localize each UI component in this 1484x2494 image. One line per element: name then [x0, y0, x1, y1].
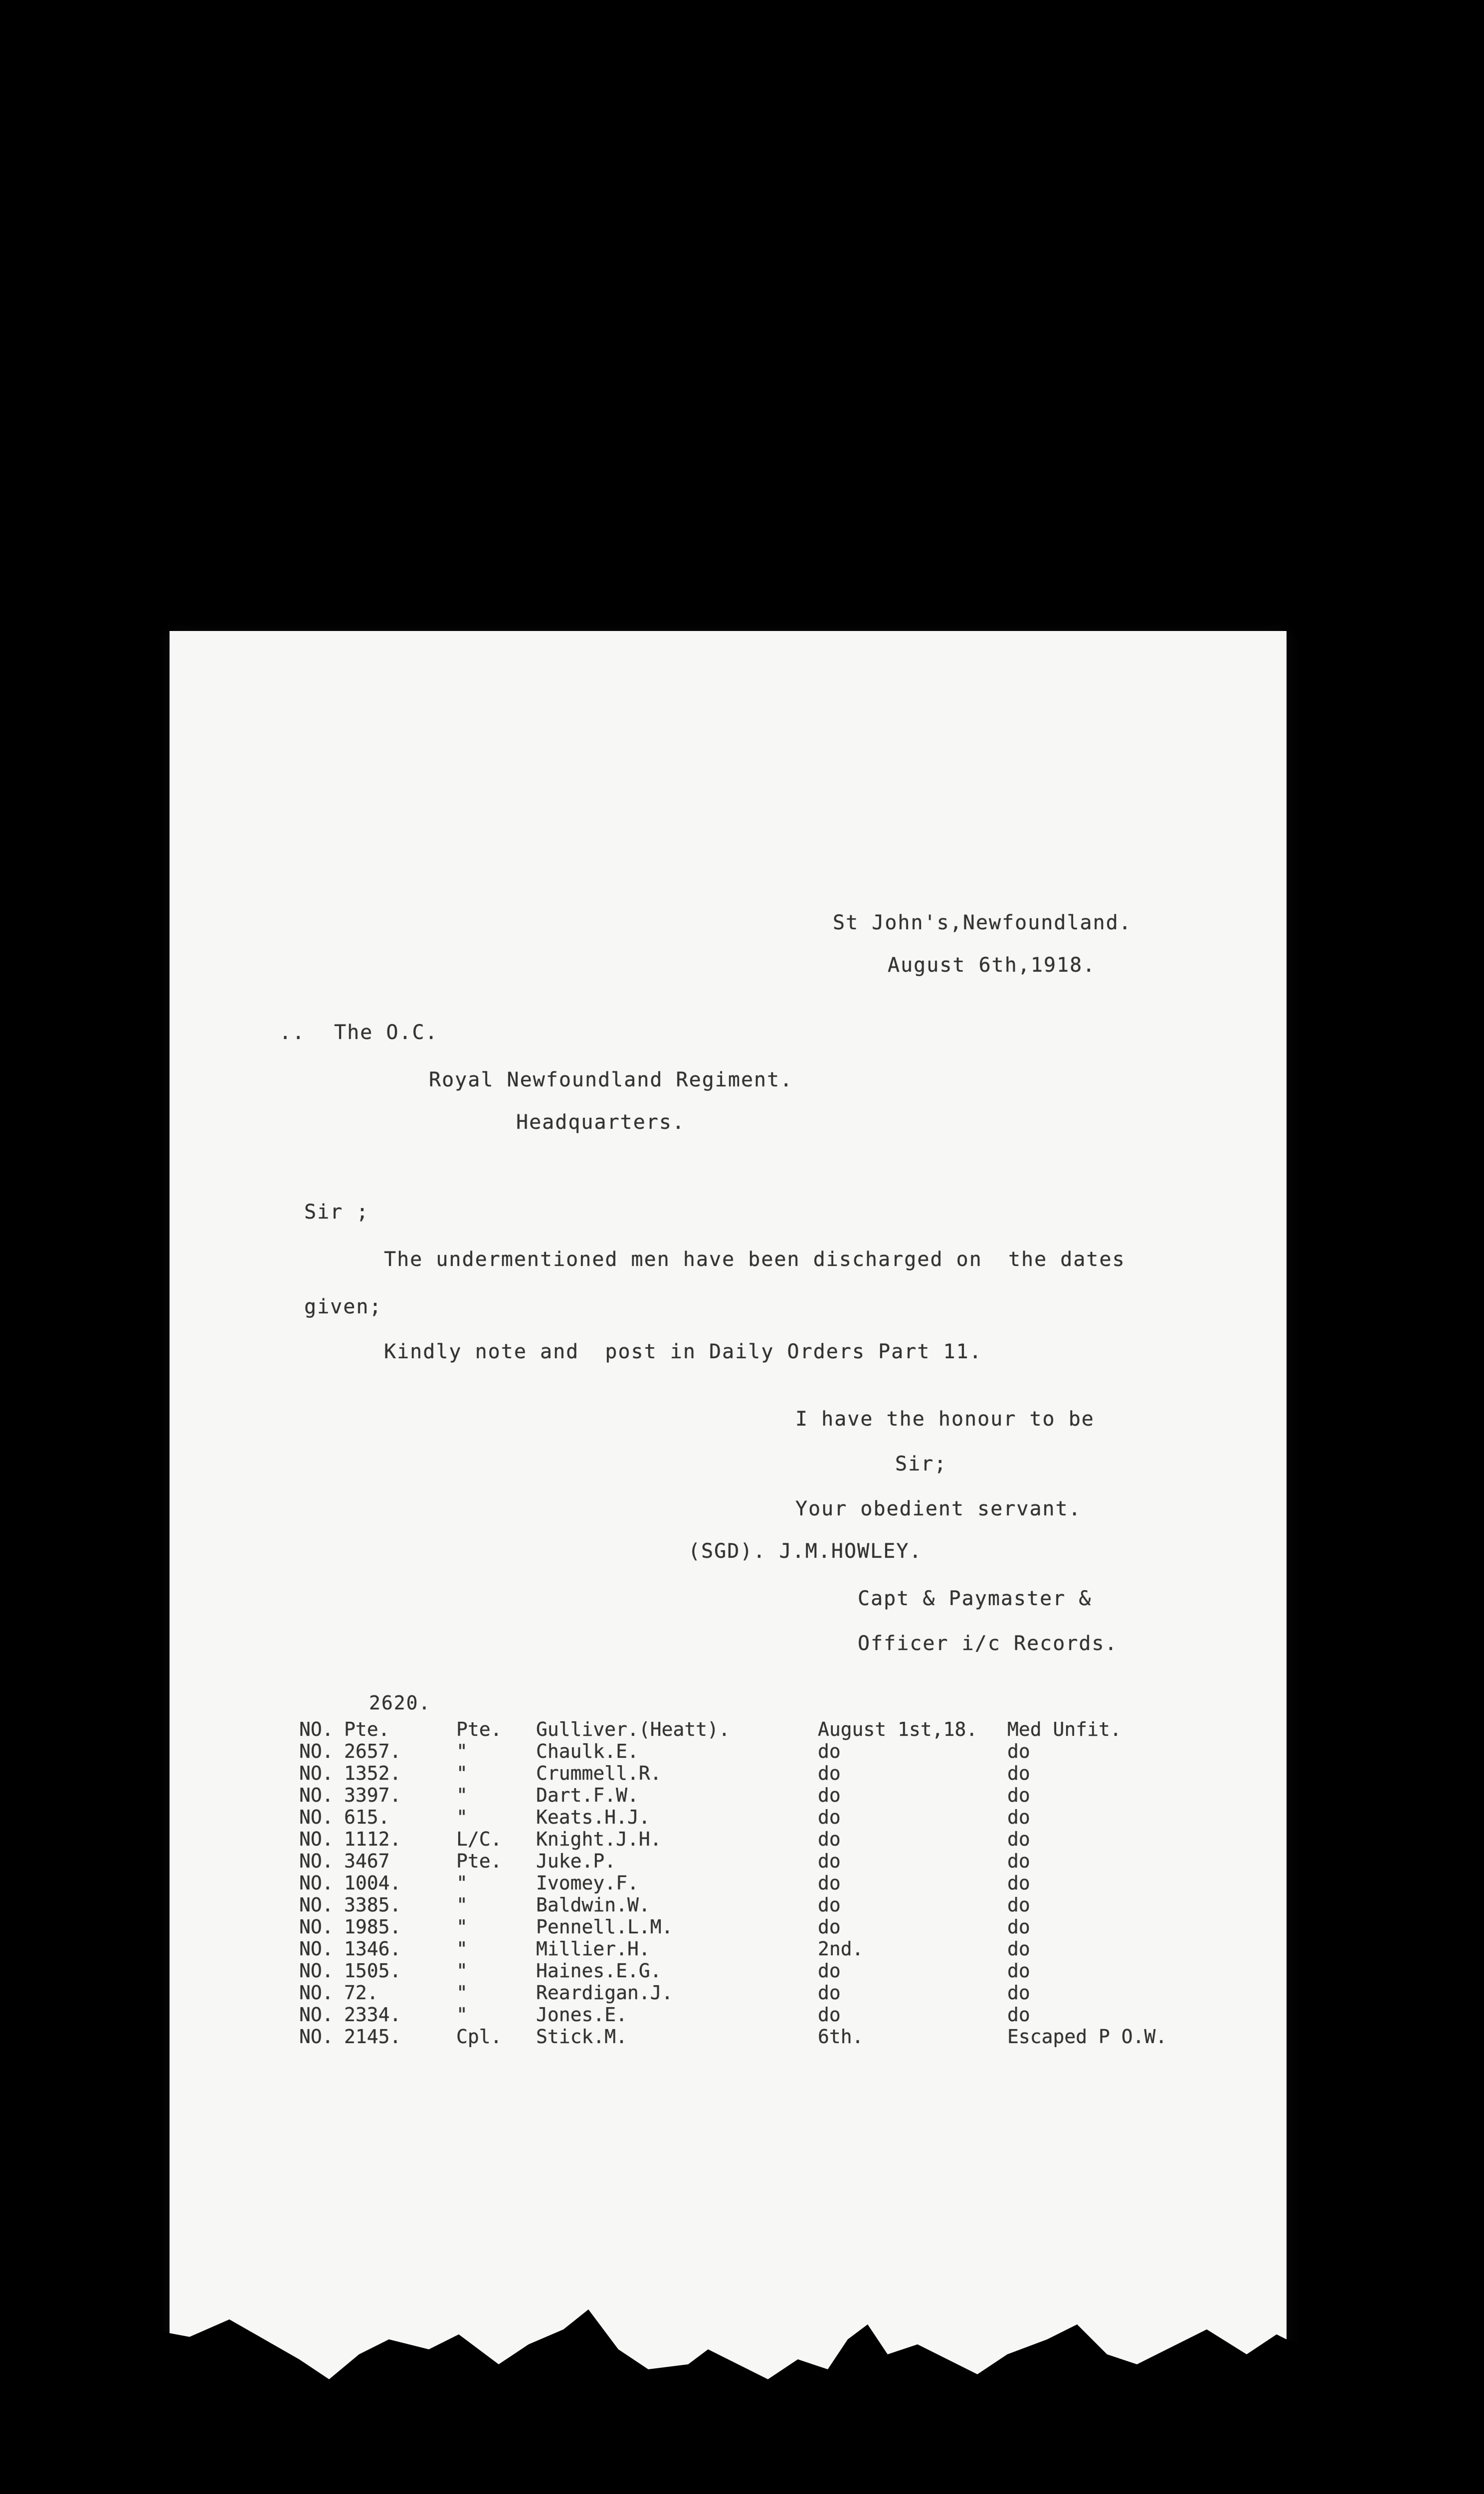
row-date: do — [818, 1850, 841, 1872]
row-rank: " — [456, 1916, 468, 1938]
row-name: Dart.F.W. — [536, 1784, 639, 1806]
row-reason: do — [1007, 1916, 1030, 1938]
row-date: do — [818, 1828, 841, 1850]
row-rank: " — [456, 1938, 468, 1960]
row-reason: do — [1007, 1894, 1030, 1916]
row-name: Chaulk.E. — [536, 1740, 639, 1762]
row-reason: do — [1007, 1938, 1030, 1960]
row-number: 1505. — [344, 1960, 401, 1982]
row-name: Gulliver.(Heatt). — [536, 1718, 730, 1740]
row-name: Jones.E. — [536, 2004, 628, 2026]
signer-title-1: Capt & Paymaster & — [858, 1587, 1092, 1610]
row-name: Ivomey.F. — [536, 1872, 639, 1894]
row-name: Crummell.R. — [536, 1762, 662, 1784]
row-no: NO. — [299, 1784, 334, 1806]
row-number: Pte. — [344, 1718, 390, 1740]
letter-date: August 6th,1918. — [888, 954, 1096, 977]
row-number: 3397. — [344, 1784, 401, 1806]
body-line-1: The undermentioned men have been discharged on the dates — [384, 1248, 1125, 1271]
row-name: Millier.H. — [536, 1938, 650, 1960]
body-line-2: given; — [304, 1295, 382, 1318]
row-reason: do — [1007, 1740, 1030, 1762]
row-rank: " — [456, 1872, 468, 1894]
row-no: NO. — [299, 1872, 334, 1894]
row-rank: " — [456, 2004, 468, 2026]
row-name: Baldwin.W. — [536, 1894, 650, 1916]
row-date: 6th. — [818, 2026, 864, 2048]
row-number: 1112. — [344, 1828, 401, 1850]
row-number: 2657. — [344, 1740, 401, 1762]
row-rank: " — [456, 1982, 468, 2004]
row-no: NO. — [299, 2026, 334, 2048]
row-date: do — [818, 2004, 841, 2026]
row-rank: " — [456, 1806, 468, 1828]
row-date: do — [818, 1872, 841, 1894]
row-rank: " — [456, 1740, 468, 1762]
row-date: do — [818, 1740, 841, 1762]
address-line-3: Headquarters. — [516, 1111, 686, 1134]
row-no: NO. — [299, 1916, 334, 1938]
row-date: do — [818, 1960, 841, 1982]
torn-edge — [150, 2309, 1306, 2469]
address-ll: .. — [279, 1021, 306, 1044]
row-number: 1346. — [344, 1938, 401, 1960]
table-header-number: 2620. — [369, 1692, 431, 1714]
signer-title-2: Officer i/c Records. — [858, 1632, 1118, 1655]
row-reason: Med Unfit. — [1007, 1718, 1121, 1740]
address-line-1: The O.C. — [334, 1021, 438, 1044]
closing-line-3: Your obedient servant. — [795, 1497, 1082, 1520]
row-number: 2145. — [344, 2026, 401, 2048]
body-line-3: Kindly note and post in Daily Orders Part 11. — [384, 1340, 982, 1363]
row-no: NO. — [299, 1960, 334, 1982]
row-date: do — [818, 1982, 841, 2004]
row-name: Keats.H.J. — [536, 1806, 650, 1828]
row-rank: Pte. — [456, 1718, 502, 1740]
row-name: Pennell.L.M. — [536, 1916, 673, 1938]
row-reason: do — [1007, 1982, 1030, 2004]
row-number: 2334. — [344, 2004, 401, 2026]
row-number: 615. — [344, 1806, 390, 1828]
row-no: NO. — [299, 1740, 334, 1762]
row-date: 2nd. — [818, 1938, 864, 1960]
closing-line-2: Sir; — [895, 1453, 947, 1475]
row-name: Knight.J.H. — [536, 1828, 662, 1850]
row-rank: " — [456, 1784, 468, 1806]
letter-page — [170, 631, 1287, 2417]
row-number: 3385. — [344, 1894, 401, 1916]
row-number: 1004. — [344, 1872, 401, 1894]
row-reason: do — [1007, 1828, 1030, 1850]
row-date: do — [818, 1894, 841, 1916]
row-rank: " — [456, 1762, 468, 1784]
row-reason: do — [1007, 2004, 1030, 2026]
row-number: 1985. — [344, 1916, 401, 1938]
row-no: NO. — [299, 1982, 334, 2004]
row-rank: " — [456, 1894, 468, 1916]
row-rank: " — [456, 1960, 468, 1982]
row-no: NO. — [299, 1850, 334, 1872]
row-reason: do — [1007, 1872, 1030, 1894]
letter-place: St John's,Newfoundland. — [833, 911, 1132, 934]
row-number: 3467 — [344, 1850, 390, 1872]
row-rank: L/C. — [456, 1828, 502, 1850]
row-date: do — [818, 1916, 841, 1938]
salutation: Sir ; — [304, 1201, 370, 1224]
row-rank: Cpl. — [456, 2026, 502, 2048]
row-no: NO. — [299, 1718, 334, 1740]
row-name: Stick.M. — [536, 2026, 628, 2048]
row-name: Haines.E.G. — [536, 1960, 662, 1982]
row-reason: Escaped P O.W. — [1007, 2026, 1167, 2048]
row-reason: do — [1007, 1850, 1030, 1872]
row-no: NO. — [299, 1762, 334, 1784]
signature: (SGD). J.M.HOWLEY. — [688, 1540, 923, 1563]
row-reason: do — [1007, 1806, 1030, 1828]
address-line-2: Royal Newfoundland Regiment. — [429, 1068, 793, 1091]
row-rank: Pte. — [456, 1850, 502, 1872]
row-name: Juke.P. — [536, 1850, 616, 1872]
row-no: NO. — [299, 1894, 334, 1916]
row-reason: do — [1007, 1762, 1030, 1784]
row-name: Reardigan.J. — [536, 1982, 673, 2004]
row-no: NO. — [299, 1938, 334, 1960]
row-no: NO. — [299, 1806, 334, 1828]
row-date: do — [818, 1784, 841, 1806]
row-number: 1352. — [344, 1762, 401, 1784]
row-number: 72. — [344, 1982, 378, 2004]
row-date: do — [818, 1806, 841, 1828]
row-no: NO. — [299, 1828, 334, 1850]
row-date: do — [818, 1762, 841, 1784]
row-reason: do — [1007, 1784, 1030, 1806]
row-reason: do — [1007, 1960, 1030, 1982]
row-no: NO. — [299, 2004, 334, 2026]
closing-line-1: I have the honour to be — [795, 1408, 1095, 1431]
row-date: August 1st,18. — [818, 1718, 978, 1740]
